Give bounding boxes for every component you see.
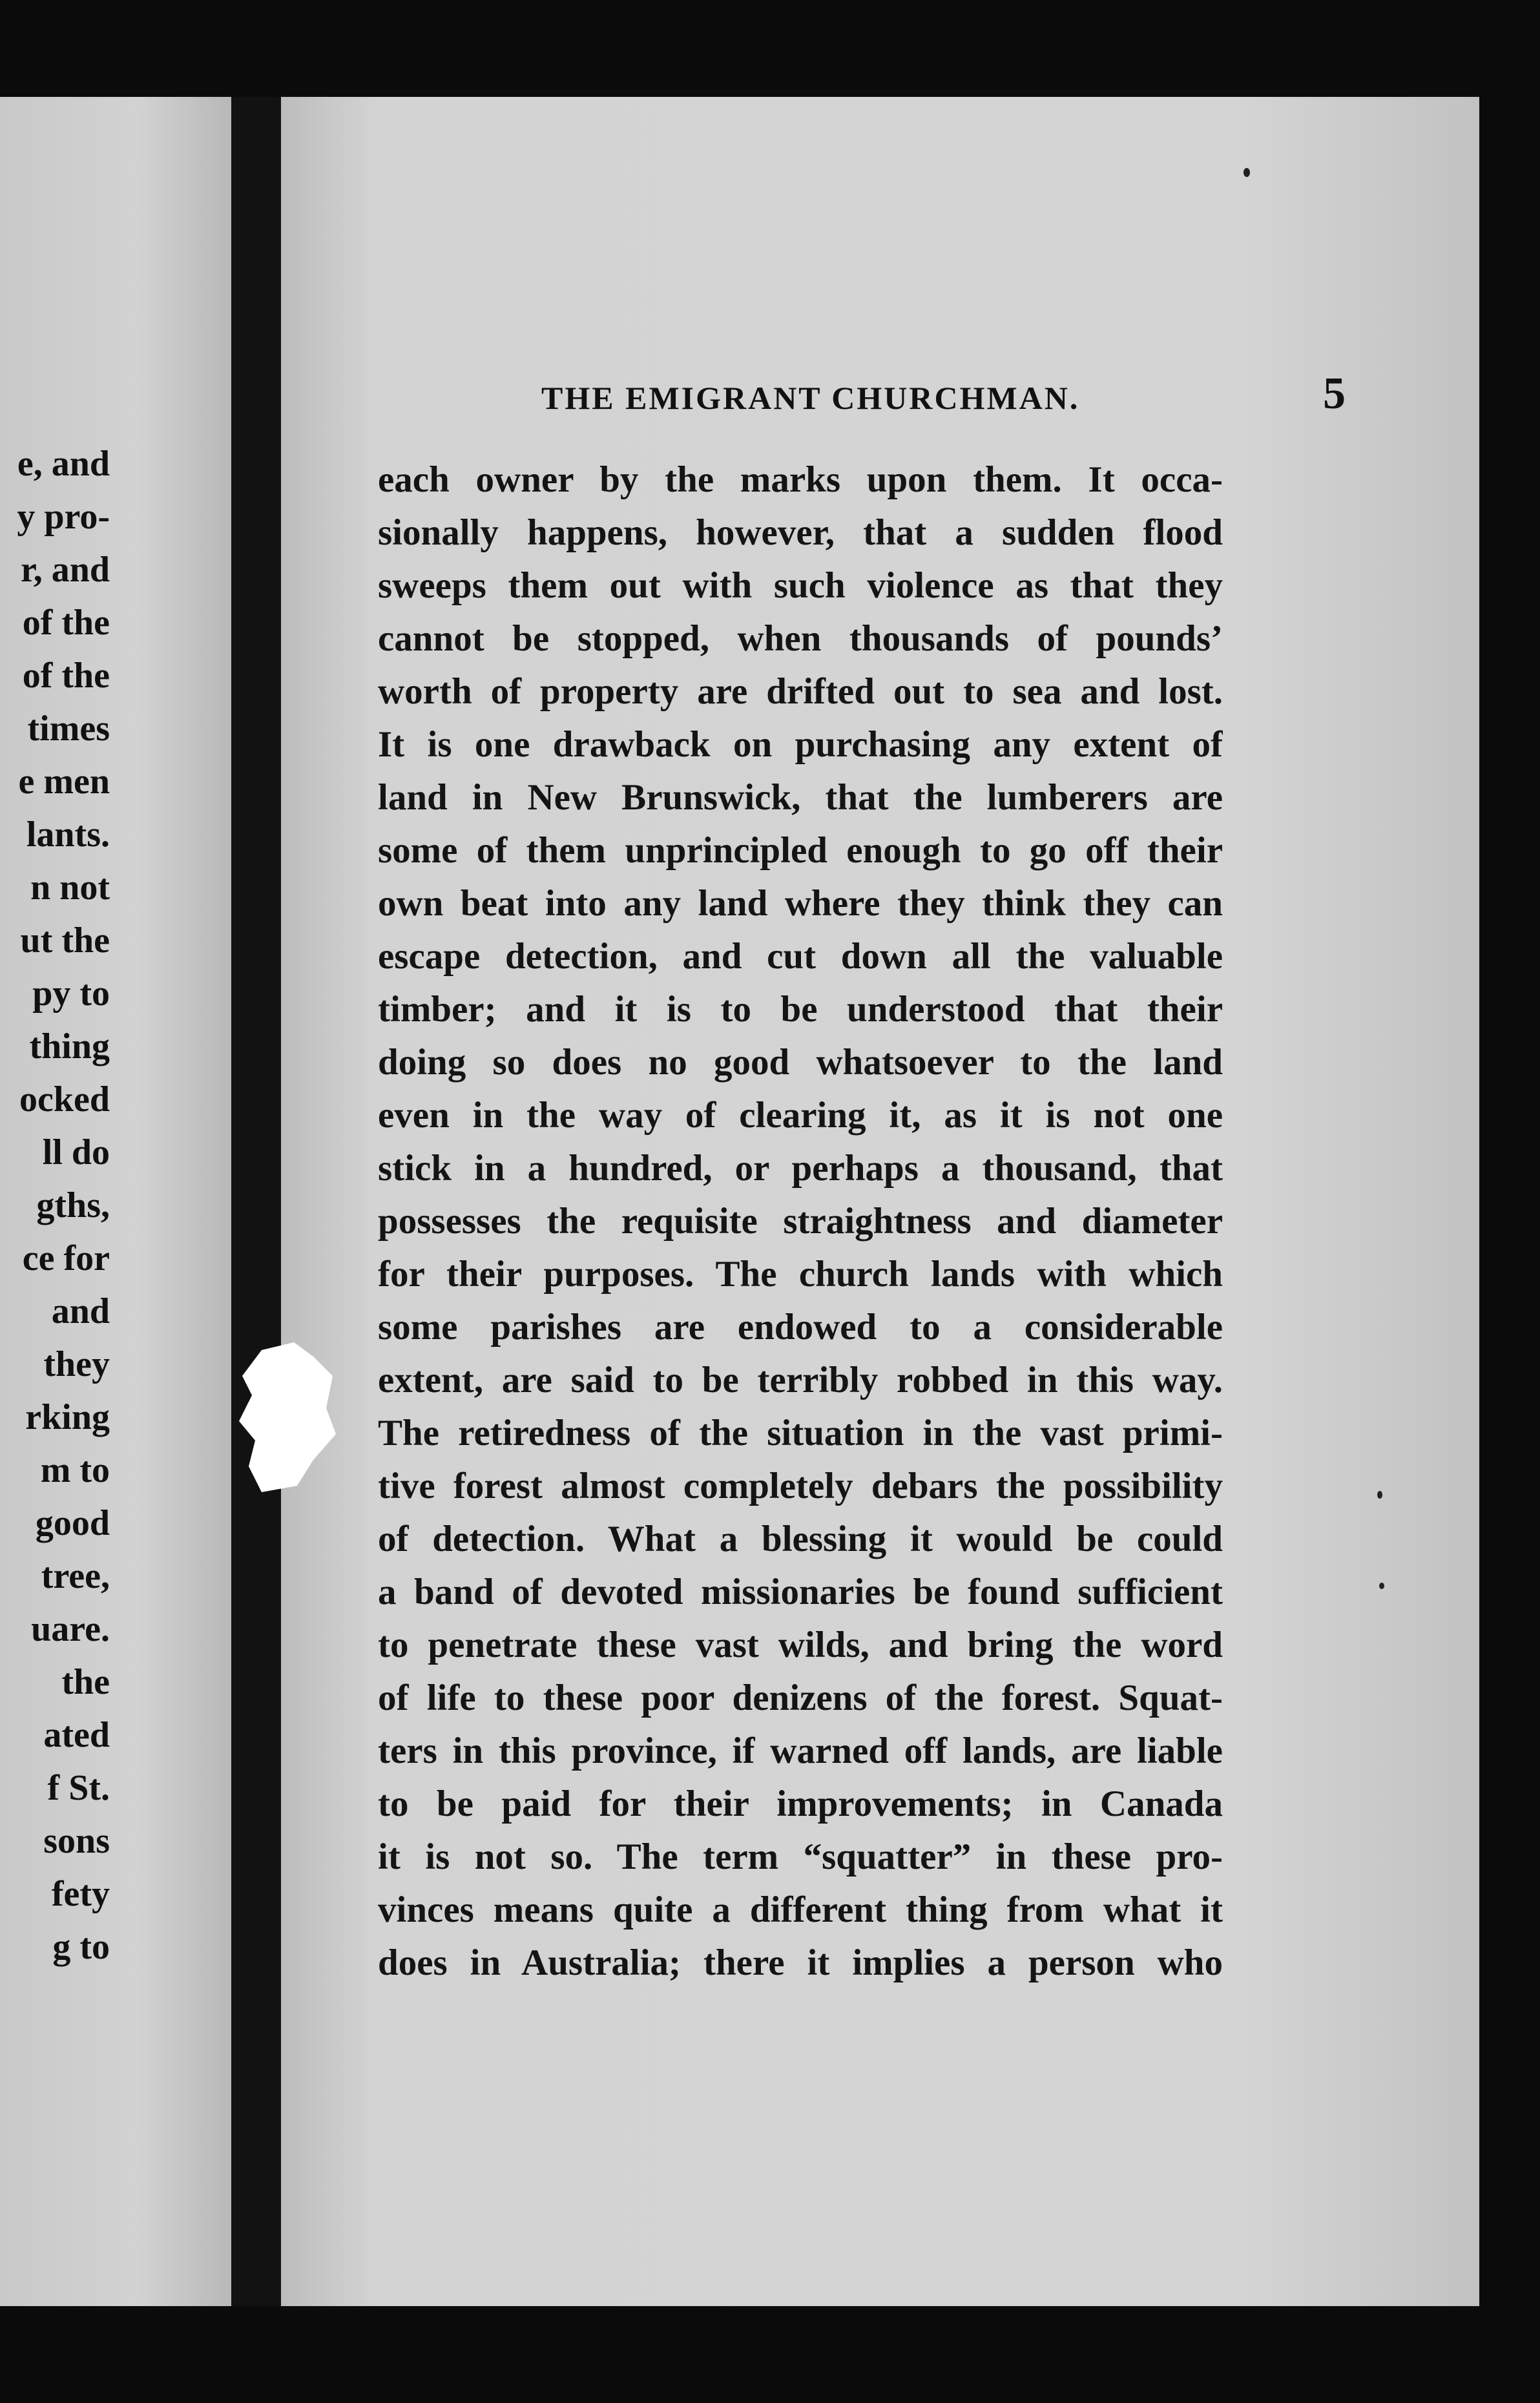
text-line: a band of devoted missionaries be found sufficient — [378, 1572, 1223, 1612]
previous-page-line-fragment: e men — [18, 762, 110, 802]
previous-page-line-fragment: ut the — [20, 921, 110, 961]
text-line: vinces means quite a different thing from what it — [378, 1889, 1223, 1930]
previous-page-line-fragment: r, and — [20, 550, 110, 590]
text-line: cannot be stopped, when thousands of pounds’ — [378, 618, 1223, 659]
previous-page-line-fragment: e, and — [17, 444, 110, 484]
text-line: each owner by the marks upon them. It occa- — [378, 459, 1223, 500]
text-line: of life to these poor denizens of the forest. Squat- — [378, 1678, 1223, 1718]
previous-page-sliver — [0, 97, 231, 2306]
previous-page-line-fragment: and — [51, 1291, 110, 1331]
text-line: to penetrate these vast wilds, and bring the word — [378, 1625, 1223, 1665]
text-line: extent, are said to be terribly robbed in this way. — [378, 1360, 1223, 1400]
previous-page-line-fragment: uare. — [31, 1609, 110, 1649]
text-line: of detection. What a blessing it would be could — [378, 1519, 1223, 1559]
text-line: stick in a hundred, or perhaps a thousand, that — [378, 1148, 1223, 1189]
previous-page-line-fragment: thing — [29, 1026, 110, 1066]
ink-speck — [1379, 1583, 1384, 1589]
previous-page-line-fragment: y pro- — [17, 497, 110, 537]
previous-page-line-fragment: py to — [32, 973, 110, 1014]
text-line: some of them unprincipled enough to go off their — [378, 830, 1223, 871]
ink-speck — [1243, 168, 1250, 177]
previous-page-line-fragment: f St. — [47, 1768, 110, 1808]
text-line: for their purposes. The church lands with which — [378, 1254, 1223, 1295]
ink-speck — [1377, 1491, 1382, 1499]
running-head-title: THE EMIGRANT CHURCHMAN. — [541, 380, 1080, 416]
text-line: It is one drawback on purchasing any extent of — [378, 724, 1223, 765]
previous-page-line-fragment: ated — [43, 1715, 110, 1755]
previous-page-line-fragment: tree, — [41, 1556, 110, 1596]
text-line: tive forest almost completely debars the possibility — [378, 1466, 1223, 1506]
text-line: to be paid for their improvements; in Canada — [378, 1784, 1223, 1824]
text-line: sionally happens, however, that a sudden flood — [378, 512, 1223, 553]
previous-page-line-fragment: gths, — [36, 1185, 110, 1225]
text-line: sweeps them out with such violence as that they — [378, 565, 1223, 606]
previous-page-line-fragment: sons — [43, 1821, 110, 1861]
text-line: own beat into any land where they think they can — [378, 883, 1223, 924]
text-line: timber; and it is to be understood that their — [378, 989, 1223, 1030]
previous-page-line-fragment: g to — [52, 1927, 110, 1967]
previous-page-line-fragment: rking — [25, 1397, 110, 1437]
text-line: escape detection, and cut down all the valuable — [378, 936, 1223, 977]
previous-page-line-fragment: good — [35, 1503, 110, 1543]
previous-page-line-fragment: of the — [22, 603, 110, 643]
text-line: worth of property are drifted out to sea and lost. — [378, 671, 1223, 712]
previous-page-line-fragment: m to — [40, 1450, 110, 1490]
previous-page-line-fragment: of the — [22, 656, 110, 696]
text-line: doing so does no good whatsoever to the land — [378, 1042, 1223, 1083]
text-line: does in Australia; there it implies a person who — [378, 1942, 1223, 1983]
page-gutter — [231, 97, 283, 2306]
running-head — [541, 369, 1346, 424]
page-number: 5 — [1323, 369, 1346, 419]
text-line: some parishes are endowed to a considerable — [378, 1307, 1223, 1347]
previous-page-line-fragment: ocked — [19, 1079, 110, 1119]
previous-page-line-fragment: n not — [30, 868, 110, 908]
previous-page-line-fragment: ll do — [42, 1132, 110, 1172]
previous-page-line-fragment: the — [61, 1662, 110, 1702]
paper-tear-mark — [236, 1337, 339, 1492]
body-text — [378, 453, 1223, 1990]
previous-page-line-fragment: fety — [51, 1874, 110, 1914]
text-line: The retiredness of the situation in the vast primi- — [378, 1413, 1223, 1453]
text-line: ters in this province, if warned off lands, are liable — [378, 1731, 1223, 1771]
text-line: land in New Brunswick, that the lumberers are — [378, 777, 1223, 818]
previous-page-line-fragment: lants. — [26, 815, 110, 855]
text-line: possesses the requisite straightness and diameter — [378, 1201, 1223, 1242]
previous-page-line-fragment: ce for — [22, 1238, 110, 1278]
previous-page-line-fragment: times — [27, 709, 110, 749]
book-page — [281, 97, 1479, 2306]
text-line: even in the way of clearing it, as it is not one — [378, 1095, 1223, 1136]
text-line: it is not so. The term “squatter” in these pro- — [378, 1836, 1223, 1877]
previous-page-line-fragment: they — [43, 1344, 110, 1384]
